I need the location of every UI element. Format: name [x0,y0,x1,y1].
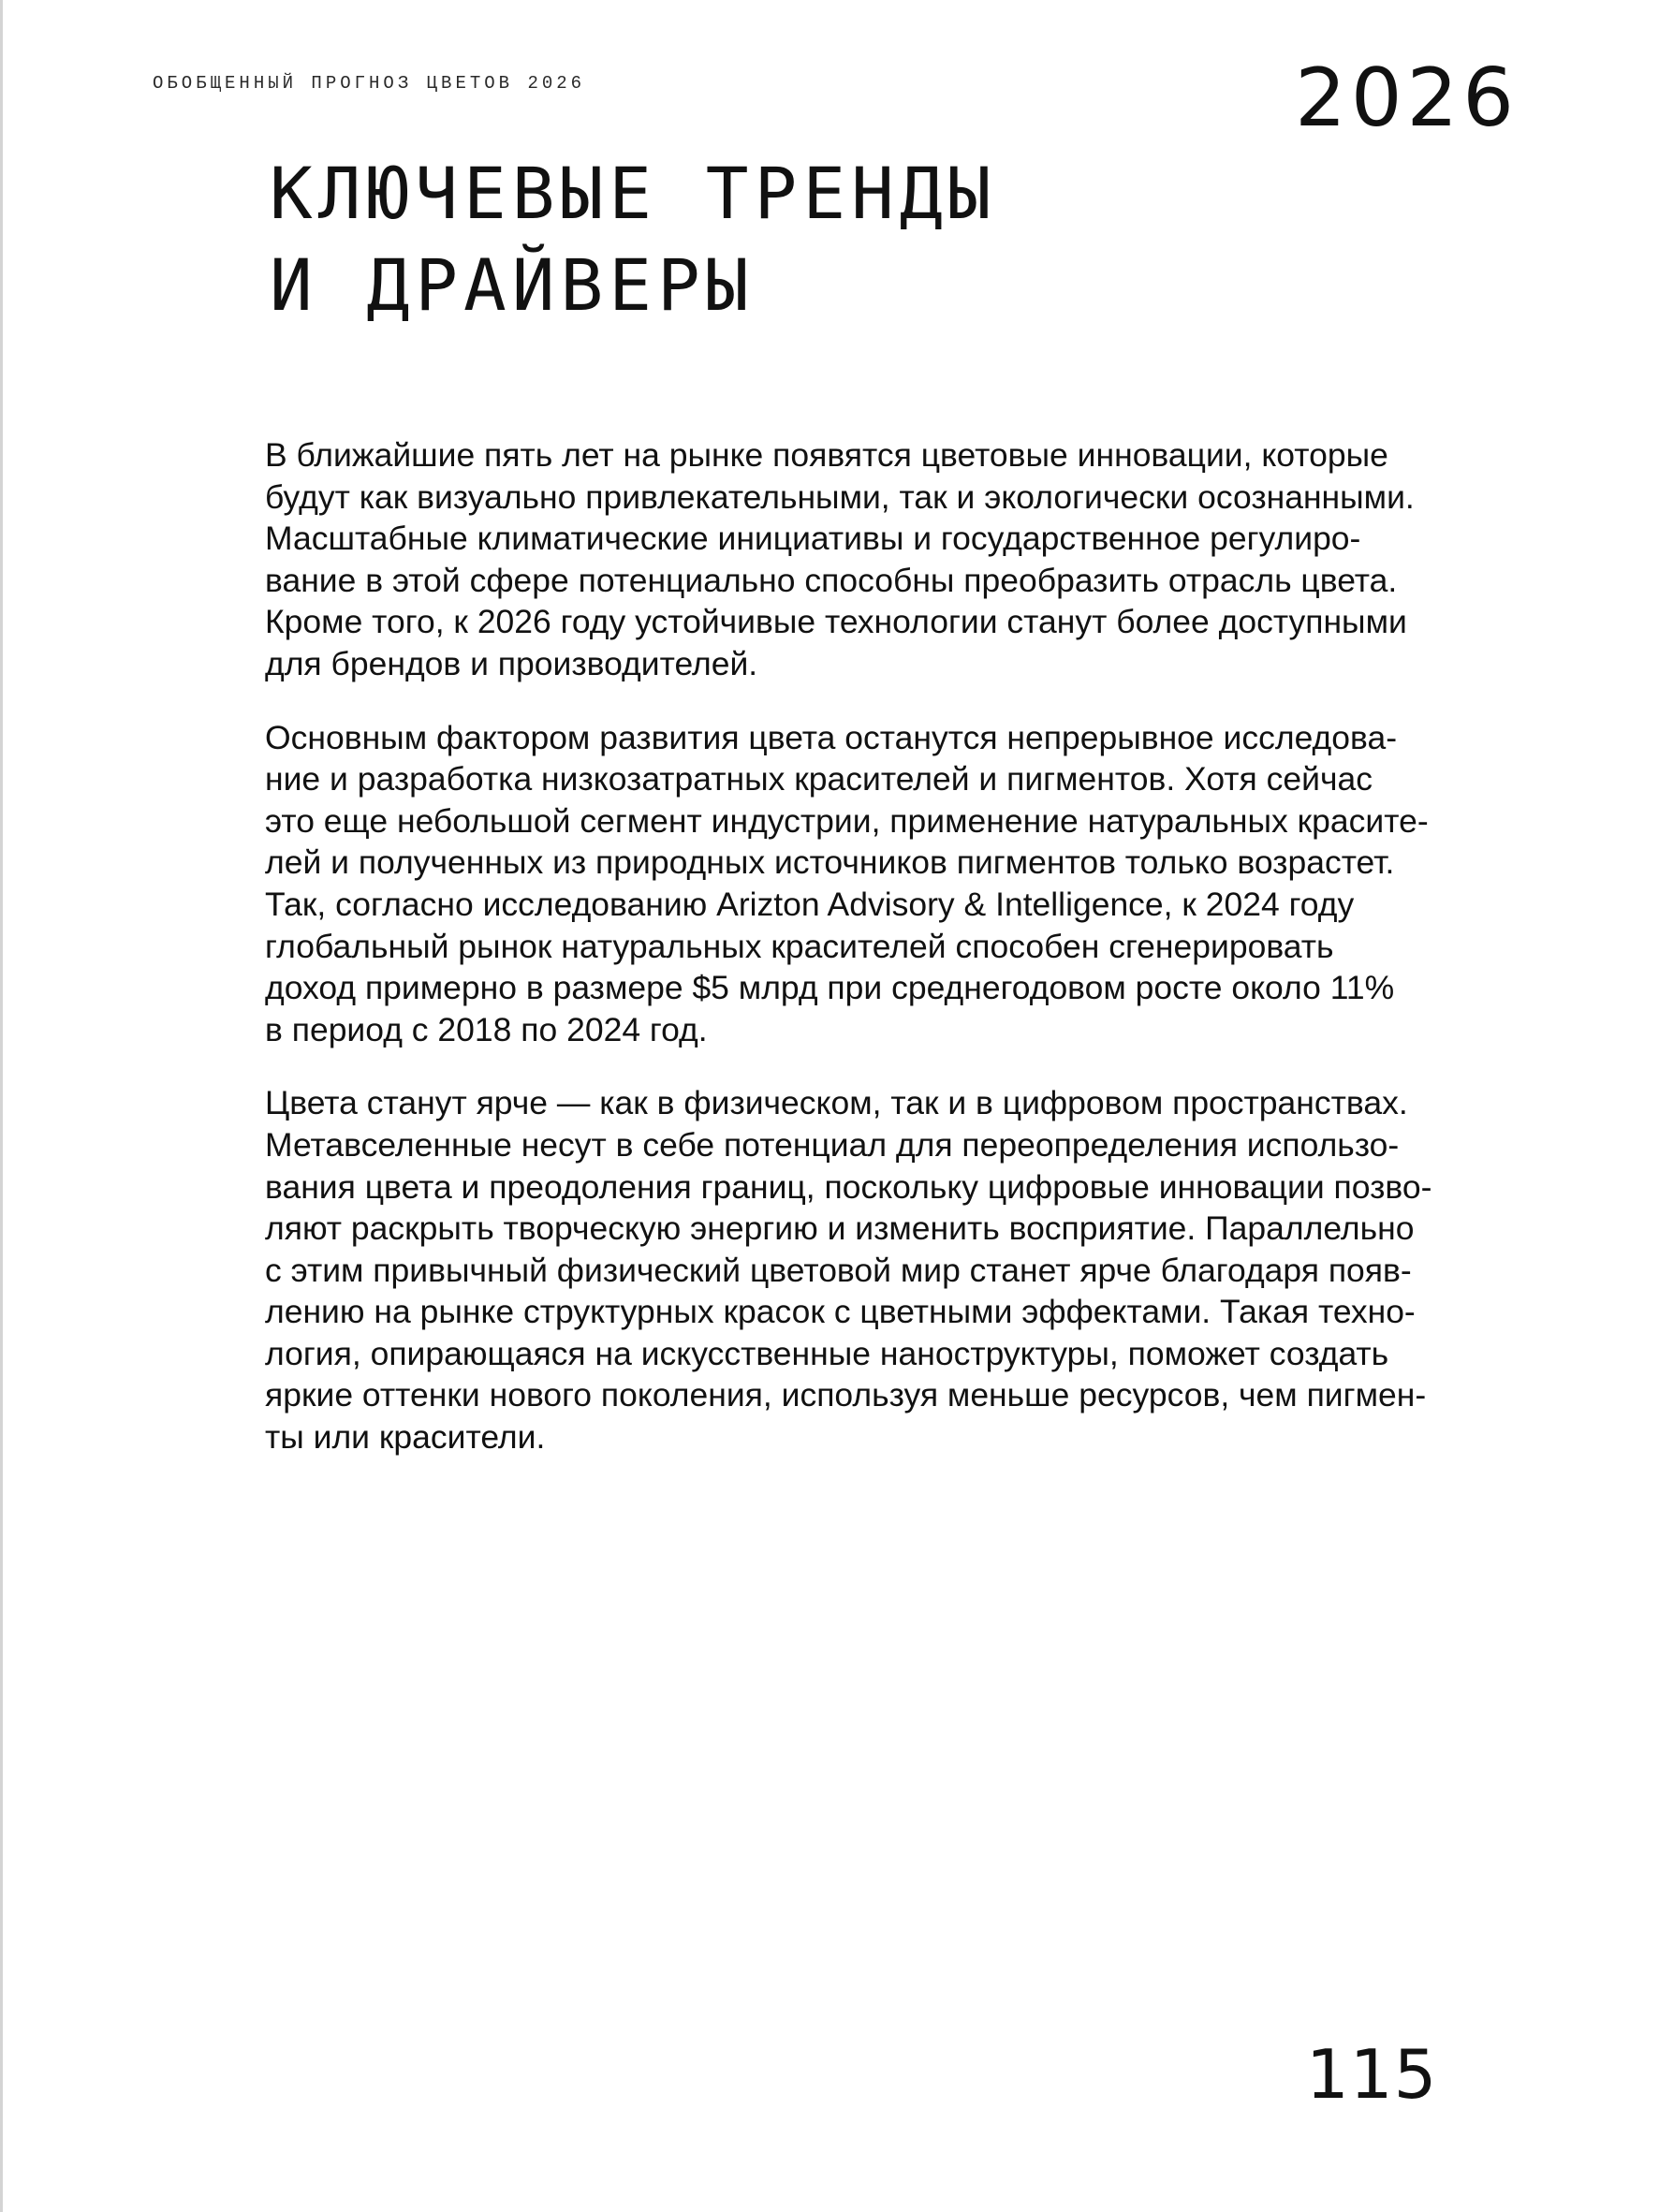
text-line: В ближайшие пять лет на рынке появятся цветовые инновации, которые [265,436,1388,474]
page-title-line: КЛЮЧЕВЫЕ ТРЕНДЫ [270,152,997,235]
page-number: 115 [1306,2035,1438,2114]
text-line: ляют раскрыть творческую энергию и изменить восприятие. Параллельно [265,1209,1415,1248]
text-line: вания цвета и преодоления границ, поскольку цифровые инновации позво- [265,1167,1432,1206]
text-line: лей и полученных из природных источников пигментов только возрастет. [265,843,1395,882]
text-line: доход примерно в размере $5 млрд при среднегодовом росте около 11% [265,969,1395,1007]
year-mark: 2026 [1295,51,1519,145]
text-line: для брендов и производителей. [265,644,758,682]
running-header: ОБОБЩЕННЫЙ ПРОГНОЗ ЦВЕТОВ 2026 [153,73,586,94]
text-line: ние и разработка низкозатратных красителей и пигментов. Хотя сейчас [265,760,1373,798]
text-line: яркие оттенки нового поколения, используя меньше ресурсов, чем пигмен- [265,1376,1427,1414]
text-line: глобальный рынок натуральных красителей способен сгенерировать [265,927,1334,965]
text-line: Метавселенные несут в себе потенциал для переопределения использо- [265,1125,1400,1164]
text-line: Так, согласно исследованию Arizton Advisory & Intelligence, к 2024 году [265,885,1355,923]
body-text [265,434,1529,1490]
text-line: Цвета станут ярче — как в физическом, так и в цифровом пространствах. [265,1084,1408,1122]
text-line: Кроме того, к 2026 году устойчивые технологии станут более доступными [265,603,1407,641]
text-line: с этим привычный физический цветовой мир станет ярче благодаря появ- [265,1251,1412,1289]
text-line: Масштабные климатические инициативы и государственное регулиро- [265,520,1361,558]
text-line: в период с 2018 по 2024 год. [265,1010,708,1048]
text-line: вание в этой сфере потенциально способны преобразить отрасль цвета. [265,561,1398,599]
text-line: лению на рынке структурных красок с цветными эффектами. Такая техно- [265,1293,1416,1331]
text-line: это еще небольшой сегмент индустрии, применение натуральных красите- [265,801,1429,840]
paragraph-1 [265,434,1529,685]
page-edge-line [0,0,3,2212]
text-line: логия, опирающаяся на искусственные наноструктуры, поможет создать [265,1334,1389,1372]
text-line: будут как визуально привлекательными, так и экологически осознанными. [265,477,1415,516]
paragraph-3 [265,1082,1529,1458]
text-line: ты или красители. [265,1418,546,1457]
paragraph-2 [265,717,1529,1051]
page-title-line: И ДРАЙВЕРЫ [270,243,755,327]
text-line: Основным фактором развития цвета останутся непрерывное исследова- [265,718,1398,756]
page-title [270,148,996,331]
